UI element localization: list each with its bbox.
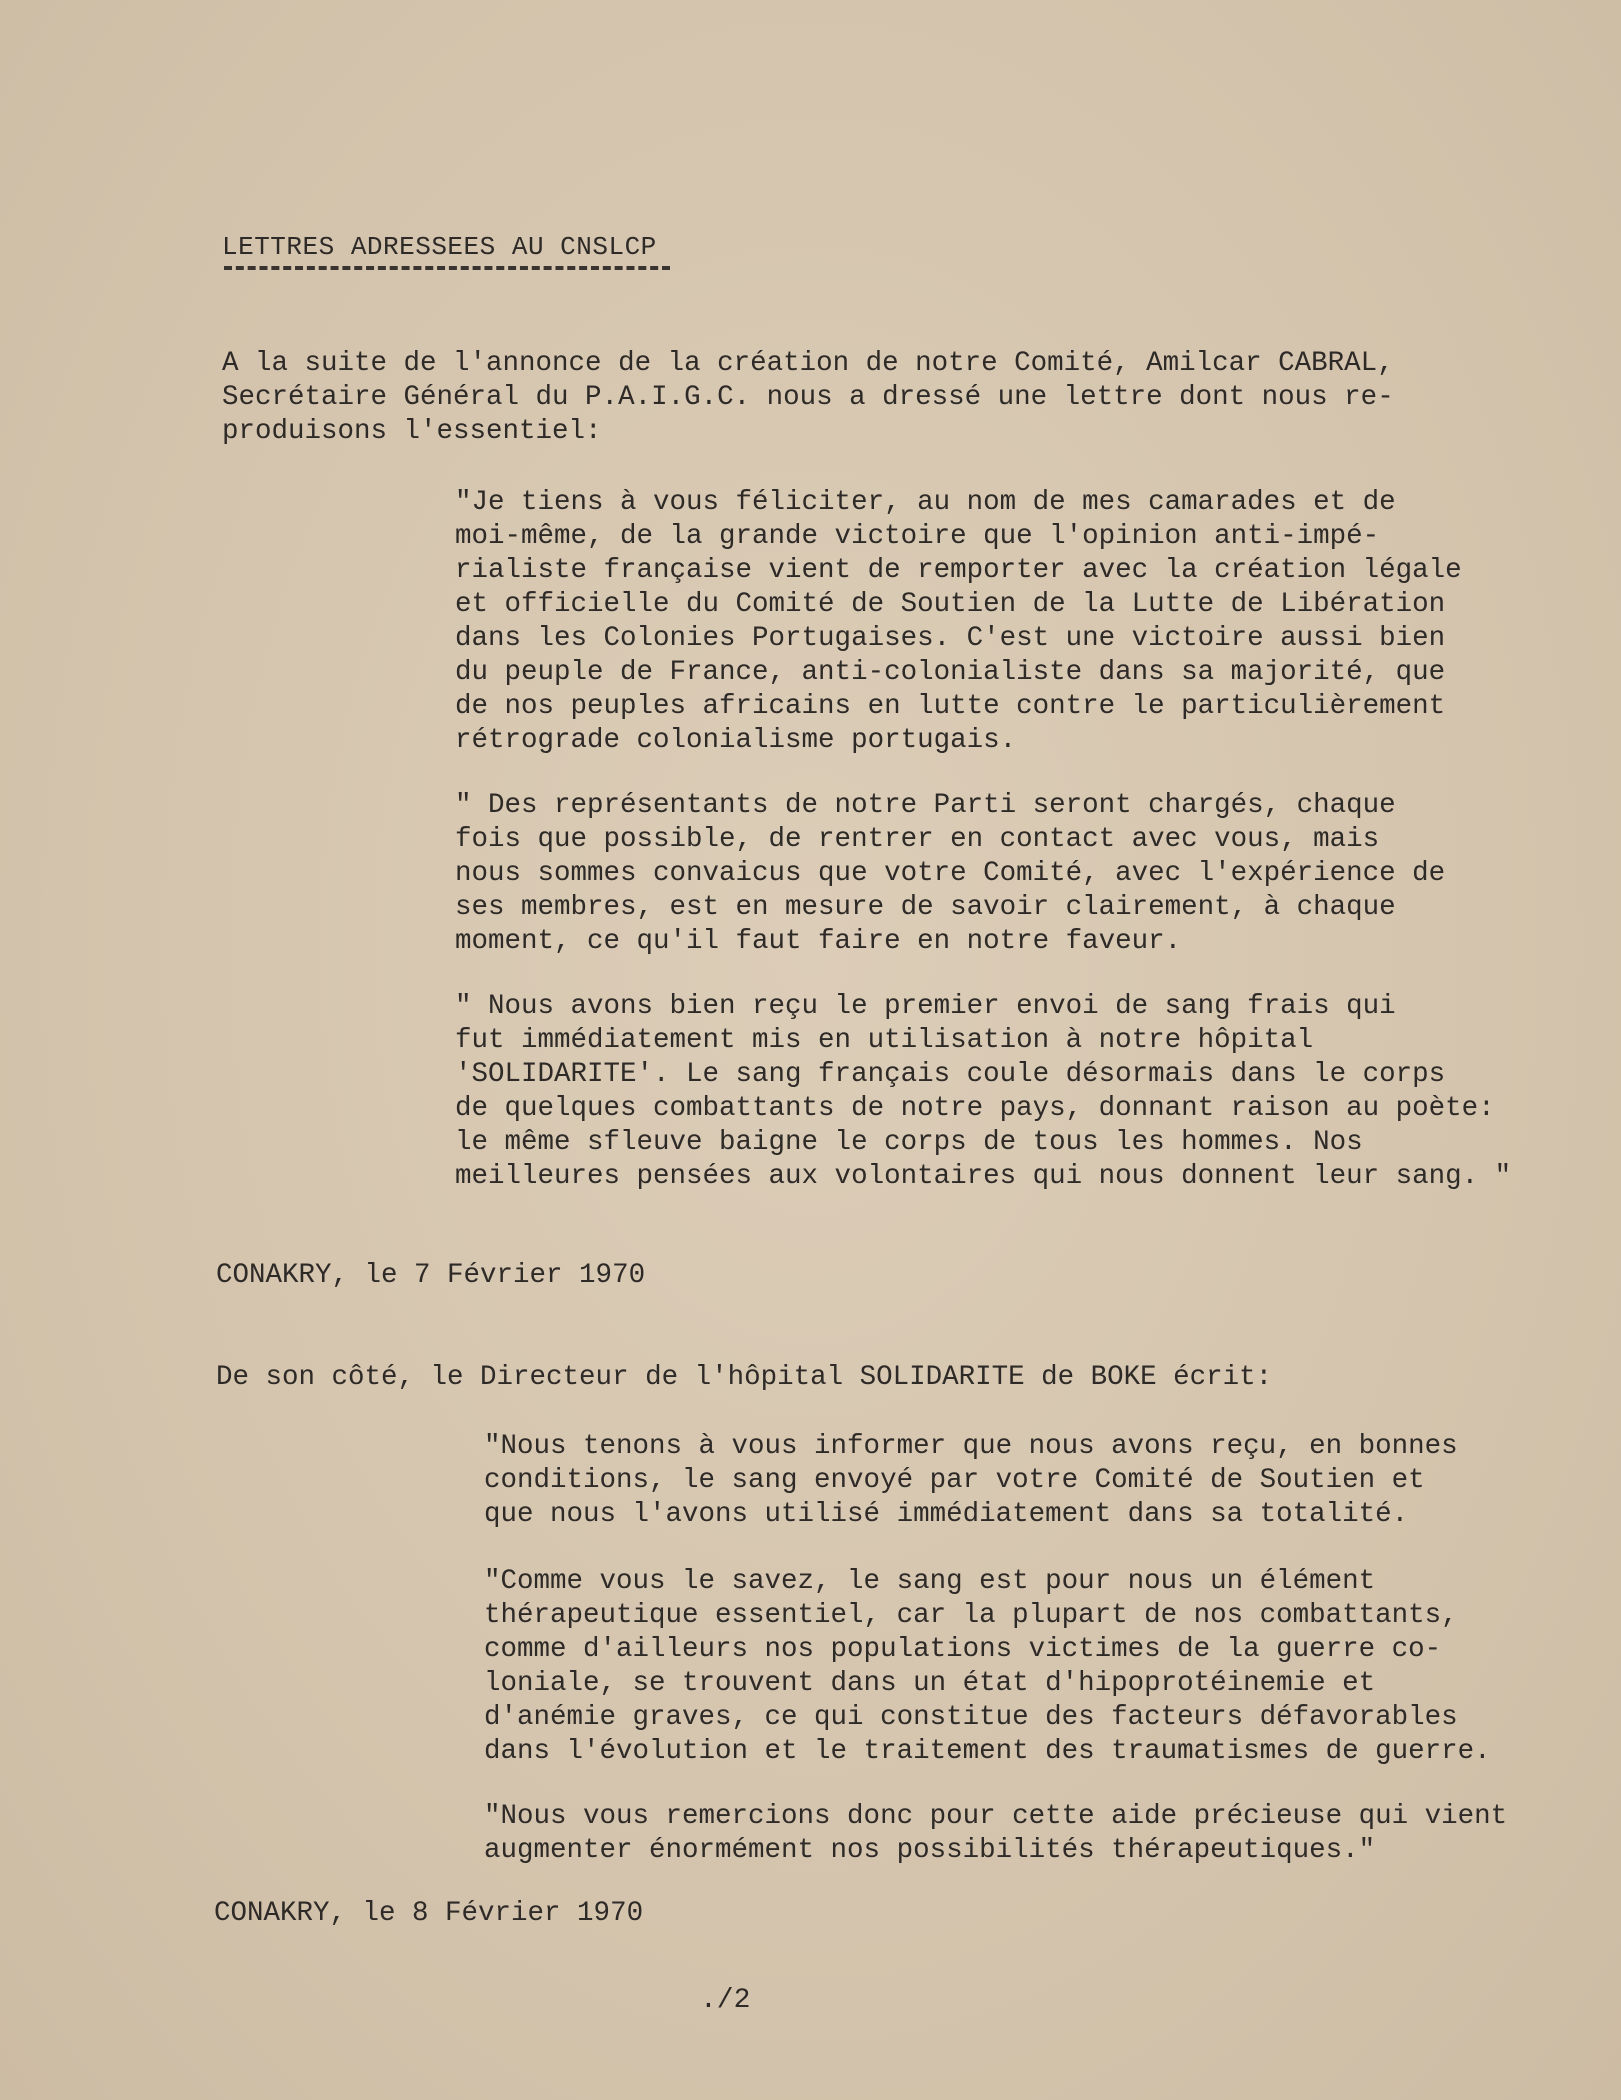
text-line: nous sommes convaicus que votre Comité, avec l'expérience de (455, 858, 1446, 889)
text-line: de quelques combattants de notre pays, donnant raison au poète: (455, 1093, 1495, 1124)
text-line: "Nous tenons à vous informer que nous avons reçu, en bonnes (484, 1431, 1458, 1462)
text-line: dans les Colonies Portugaises. C'est une victoire aussi bien (455, 623, 1446, 654)
director-letter-paragraph-1 (484, 1430, 1458, 1532)
text-line: rétrograde colonialisme portugais. (455, 725, 1017, 756)
director-intro: De son côté, le Directeur de l'hôpital SOLIDARITE de BOKE écrit: (216, 1362, 1273, 1393)
text-line: " Des représentants de notre Parti seront chargés, chaque (455, 790, 1396, 821)
director-letter-signature: CONAKRY, le 8 Février 1970 (214, 1898, 644, 1929)
text-line: moi-même, de la grande victoire que l'opinion anti-impé- (455, 521, 1380, 552)
text-line: "Comme vous le savez, le sang est pour nous un élément (484, 1566, 1376, 1597)
director-letter-paragraph-2 (484, 1565, 1491, 1769)
page-number: ./2 (700, 1985, 751, 2016)
text-line: loniale, se trouvent dans un état d'hipoprotéinemie et (484, 1668, 1376, 1699)
text-line: moment, ce qu'il faut faire en notre faveur. (455, 926, 1182, 957)
text-line: " Nous avons bien reçu le premier envoi de sang frais qui (455, 991, 1396, 1022)
document-title: LETTRES ADRESSEES AU CNSLCP (222, 232, 657, 262)
text-line: dans l'évolution et le traitement des traumatismes de guerre. (484, 1736, 1491, 1767)
text-line: conditions, le sang envoyé par votre Comité de Soutien et (484, 1465, 1425, 1496)
text-line: le même sfleuve baigne le corps de tous les hommes. Nos (455, 1127, 1363, 1158)
intro-paragraph (222, 347, 1394, 449)
text-line: rialiste française vient de remporter avec la création légale (455, 555, 1462, 586)
text-line: fut immédiatement mis en utilisation à notre hôpital (455, 1025, 1314, 1056)
text-line: ses membres, est en mesure de savoir clairement, à chaque (455, 892, 1396, 923)
text-line: fois que possible, de rentrer en contact avec vous, mais (455, 824, 1380, 855)
text-line: 'SOLIDARITE'. Le sang français coule désormais dans le corps (455, 1059, 1446, 1090)
text-line: A la suite de l'annonce de la création de notre Comité, Amilcar CABRAL, (222, 348, 1394, 379)
text-line: Secrétaire Général du P.A.I.G.C. nous a dressé une lettre dont nous re- (222, 382, 1394, 413)
cabral-letter-signature: CONAKRY, le 7 Février 1970 (216, 1260, 646, 1291)
text-line: d'anémie graves, ce qui constitue des facteurs défavorables (484, 1702, 1458, 1733)
text-line: de nos peuples africains en lutte contre le particulièrement (455, 691, 1446, 722)
cabral-letter-paragraph-1 (455, 486, 1462, 758)
cabral-letter-paragraph-2 (455, 789, 1445, 959)
text-line: meilleures pensées aux volontaires qui nous donnent leur sang. " (455, 1161, 1512, 1192)
text-line: produisons l'essentiel: (222, 416, 602, 447)
text-line: "Nous vous remercions donc pour cette aide précieuse qui vient (484, 1801, 1508, 1832)
title-underline (224, 266, 670, 270)
director-letter-paragraph-3 (484, 1800, 1507, 1868)
cabral-letter-paragraph-3 (455, 990, 1511, 1194)
text-line: comme d'ailleurs nos populations victimes de la guerre co- (484, 1634, 1442, 1665)
text-line: et officielle du Comité de Soutien de la Lutte de Libération (455, 589, 1446, 620)
text-line: du peuple de France, anti-colonialiste dans sa majorité, que (455, 657, 1446, 688)
text-line: que nous l'avons utilisé immédiatement dans sa totalité. (484, 1499, 1409, 1530)
text-line: "Je tiens à vous féliciter, au nom de mes camarades et de (455, 487, 1396, 518)
text-line: thérapeutique essentiel, car la plupart de nos combattants, (484, 1600, 1458, 1631)
text-line: augmenter énormément nos possibilités thérapeutiques." (484, 1835, 1376, 1866)
